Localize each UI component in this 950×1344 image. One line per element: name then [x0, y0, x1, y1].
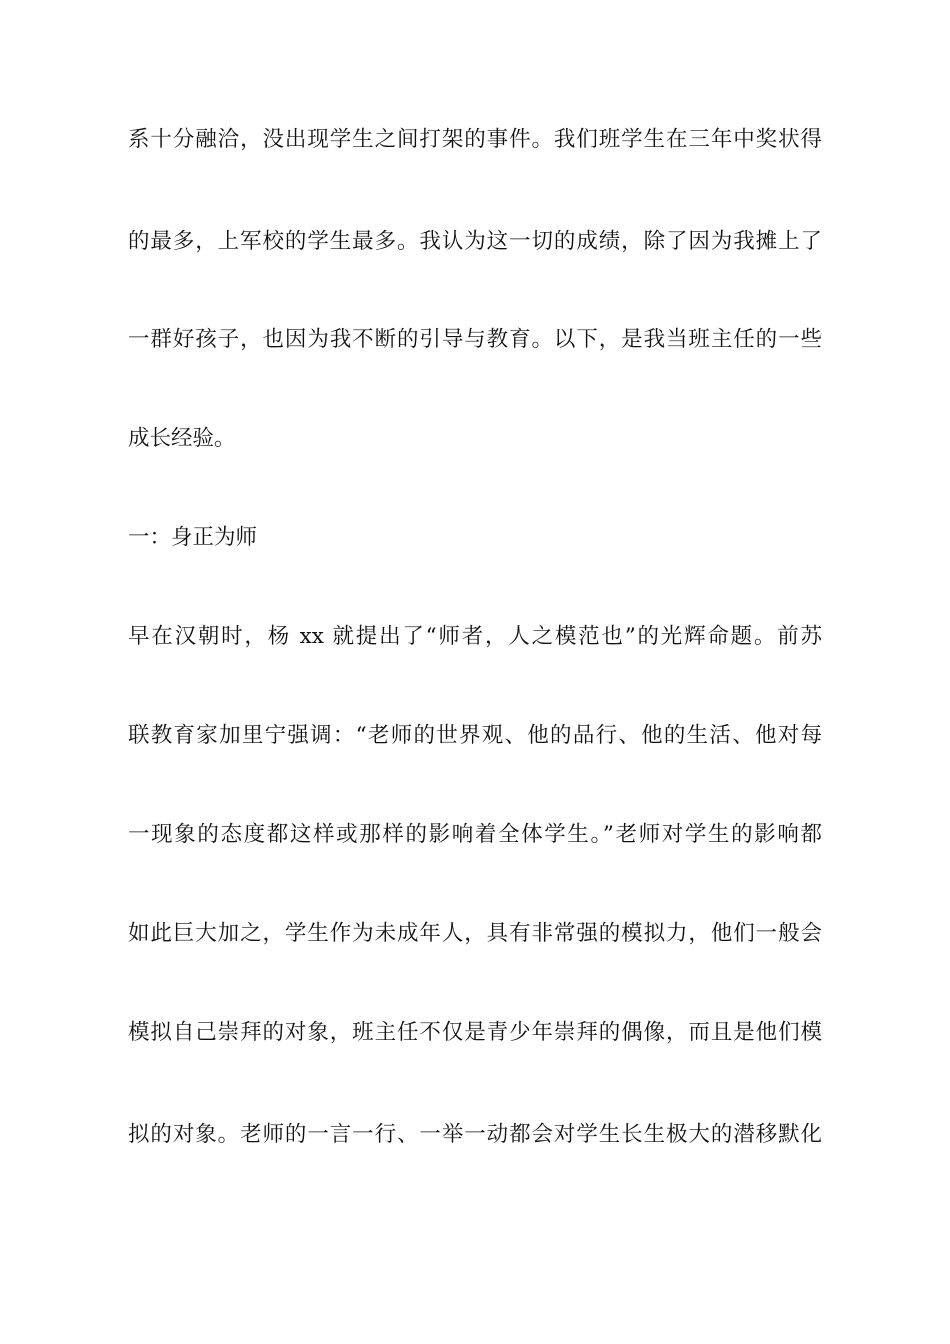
paragraph-line: 联教育家加里宁强调：“老师的世界观、他的品行、他的生活、他对每	[128, 723, 822, 748]
paragraph-line: 一现象的态度都这样或那样的影响着全体学生。”老师对学生的影响都	[128, 822, 822, 847]
paragraph-line: 系十分融洽，没出现学生之间打架的事件。我们班学生在三年中奖状得	[128, 127, 822, 152]
paragraph-line: 的最多，上军校的学生最多。我认为这一切的成绩，除了因为我摊上了	[128, 229, 822, 254]
paragraph-line: 拟的对象。老师的一言一行、一举一动都会对学生长生极大的潜移默化	[128, 1122, 822, 1147]
paragraph-line-end: 成长经验。	[128, 426, 236, 451]
paragraph-line: 如此巨大加之，学生作为未成年人，具有非常强的模拟力，他们一般会	[128, 921, 822, 946]
paragraph-line: 早在汉朝时，杨 xx 就提出了“师者，人之模范也”的光辉命题。前苏	[128, 624, 822, 649]
paragraph-line: 模拟自己崇拜的对象，班主任不仅是青少年崇拜的偶像，而且是他们模	[128, 1020, 822, 1045]
paragraph-line: 一群好孩子，也因为我不断的引导与教育。以下，是我当班主任的一些	[128, 327, 822, 352]
section-heading: 一：身正为师	[128, 525, 258, 550]
